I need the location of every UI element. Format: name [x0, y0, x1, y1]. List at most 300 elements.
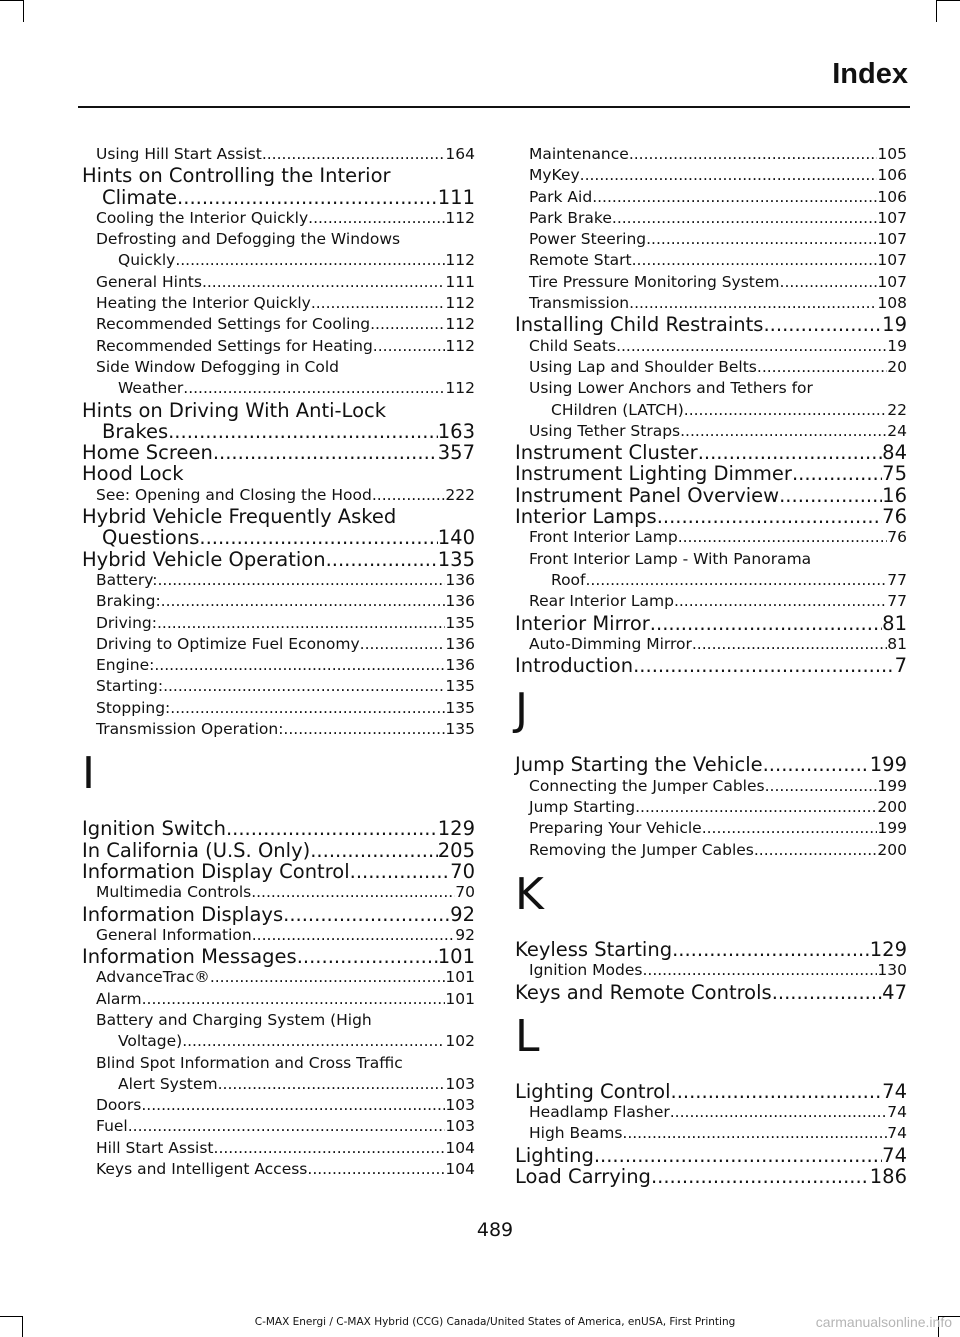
index-page-ref: 112: [445, 315, 475, 334]
index-subentry: [529, 549, 907, 570]
header-rule: [78, 106, 910, 108]
dot-leader: [373, 336, 446, 357]
dot-leader: [633, 655, 894, 676]
index-page-ref: 101: [437, 945, 475, 969]
index-page-ref: 107: [877, 208, 907, 227]
index-subentry: [96, 1138, 475, 1159]
index-entry-text: Using Lower Anchors and Tethers for: [529, 379, 813, 398]
index-entry-text: Front Interior Lamp: [529, 528, 678, 547]
dot-leader: [157, 570, 445, 591]
dot-leader: [692, 634, 887, 655]
dot-leader: [629, 293, 877, 314]
index-entry-text: Transmission Operation:: [96, 720, 284, 739]
index-entry-text: Battery:: [96, 570, 158, 589]
dot-leader: [157, 613, 445, 634]
index-entry-text: Child Seats: [529, 336, 617, 355]
dot-leader: [763, 314, 882, 335]
dot-leader: [168, 421, 438, 442]
index-subentry: [529, 144, 907, 165]
index-entry-text: Keyless Starting: [515, 937, 673, 961]
dot-leader: [310, 840, 438, 861]
index-page-ref: 104: [445, 1138, 475, 1157]
index-entry-text: Voltage): [118, 1032, 183, 1051]
index-page-ref: 16: [882, 483, 907, 507]
footer-text: C-MAX Energi / C-MAX Hybrid (CCG) Canada/United States of America, enUSA, First Printing: [254, 1316, 736, 1328]
index-entry-text: Ignition Switch: [82, 817, 226, 841]
index-subentry: [96, 925, 475, 946]
index-page-ref: 81: [887, 634, 907, 653]
index-page-ref: 112: [445, 379, 475, 398]
index-page-ref: 108: [877, 294, 907, 313]
index-entry: [82, 463, 475, 484]
index-entry-text: Stopping:: [96, 698, 171, 717]
index-entry-text: Information Displays: [82, 902, 284, 926]
index-entry-text: Questions: [102, 526, 200, 550]
index-entry-text: Climate: [102, 185, 178, 209]
index-column-left: [82, 144, 475, 1180]
index-entry: [82, 421, 475, 442]
index-subentry: [96, 676, 475, 697]
index-subentry: [96, 1010, 475, 1031]
index-page-ref: 135: [445, 677, 475, 696]
dot-leader: [326, 549, 438, 570]
index-entry-text: Preparing Your Vehicle: [529, 819, 702, 838]
dot-leader: [657, 506, 882, 527]
dot-leader: [772, 982, 882, 1003]
index-entry-text: MyKey: [529, 166, 580, 185]
index-subentry: [96, 1053, 475, 1074]
index-page-ref: 112: [445, 208, 475, 227]
index-entry-text: Jump Starting: [529, 798, 636, 817]
dot-leader: [702, 818, 878, 839]
index-page-ref: 77: [887, 592, 907, 611]
dot-leader: [684, 400, 887, 421]
dot-leader: [594, 1145, 882, 1166]
index-subentry: [96, 314, 475, 335]
index-entry-text: General Information: [96, 925, 252, 944]
index-entry-text: Cooling the Interior Quickly: [96, 208, 309, 227]
dot-leader: [672, 939, 870, 960]
index-entry-text: Information Messages: [82, 945, 297, 969]
index-entry-text: Instrument Lighting Dimmer: [515, 462, 792, 486]
index-page-ref: 70: [455, 883, 475, 902]
index-page-ref: 70: [450, 859, 475, 883]
dot-leader: [311, 293, 446, 314]
index-entry-text: Connecting the Jumper Cables: [529, 776, 765, 795]
index-entry-text: Headlamp Flasher: [529, 1103, 670, 1122]
index-entry-text: Alert System: [118, 1074, 218, 1093]
page-number: 489: [476, 1219, 514, 1241]
dot-leader: [650, 613, 882, 634]
dot-leader: [780, 272, 878, 293]
index-entry-text: Ignition Modes: [529, 961, 643, 980]
dot-leader: [175, 250, 445, 271]
index-entry: [515, 939, 907, 960]
index-entry: [82, 165, 475, 186]
index-page-ref: 111: [445, 272, 475, 291]
index-entry-text: Quickly: [118, 251, 176, 270]
dot-leader: [142, 989, 446, 1010]
index-subentry: [96, 655, 475, 676]
index-page-ref: 92: [455, 925, 475, 944]
dot-leader: [283, 719, 445, 740]
index-page-ref: 107: [877, 272, 907, 291]
index-page-ref: 135: [445, 698, 475, 717]
index-entry-text: Driving:: [96, 613, 157, 632]
index-subentry: [96, 1031, 475, 1052]
index-letter-heading: I: [82, 748, 95, 800]
index-page-ref: 103: [445, 1074, 475, 1093]
index-entry: [82, 442, 475, 463]
index-subentry: [529, 634, 907, 655]
dot-leader: [763, 754, 870, 775]
index-entry-text: Load Carrying: [515, 1164, 651, 1188]
index-page-ref: 357: [437, 441, 475, 465]
index-entry-text: Doors: [96, 1096, 142, 1115]
index-subentry: [96, 293, 475, 314]
index-subentry: [96, 719, 475, 740]
index-page-ref: 106: [877, 166, 907, 185]
index-subentry: [96, 272, 475, 293]
index-entry-text: Recommended Settings for Cooling: [96, 315, 371, 334]
index-entry: [515, 655, 907, 676]
index-subentry: [529, 1102, 907, 1123]
dot-leader: [202, 272, 445, 293]
index-entry-text: Defrosting and Defogging the Windows: [96, 230, 401, 249]
index-page-ref: 200: [877, 798, 907, 817]
index-entry-text: Using Tether Straps: [529, 421, 681, 440]
index-page-ref: 107: [877, 251, 907, 270]
index-entry-text: Home Screen: [82, 441, 213, 465]
index-page-ref: 222: [445, 485, 475, 504]
index-subentry: [529, 378, 907, 399]
dot-leader: [779, 485, 882, 506]
dot-leader: [651, 1166, 870, 1187]
dot-leader: [678, 527, 888, 548]
index-page-ref: 129: [437, 817, 475, 841]
index-entry-text: Removing the Jumper Cables: [529, 840, 754, 859]
index-page-ref: 81: [882, 611, 907, 635]
dot-leader: [622, 1123, 887, 1144]
index-page-ref: 112: [445, 251, 475, 270]
dot-leader: [170, 698, 445, 719]
index-page-ref: 107: [877, 230, 907, 249]
dot-leader: [754, 840, 878, 861]
index-page-ref: 74: [882, 1143, 907, 1167]
index-subentry: [96, 989, 475, 1010]
index-page-ref: 186: [869, 1164, 907, 1188]
index-entry-text: Fuel: [96, 1117, 128, 1136]
index-entry-text: Keys and Intelligent Access: [96, 1160, 308, 1179]
dot-leader: [792, 463, 882, 484]
index-subentry: [96, 698, 475, 719]
page-title: Index: [832, 58, 908, 90]
dot-leader: [674, 591, 887, 612]
index-page-ref: 22: [887, 400, 907, 419]
dot-leader: [629, 144, 878, 165]
index-subentry: [96, 1159, 475, 1180]
dot-leader: [210, 967, 446, 988]
index-page-ref: 135: [445, 613, 475, 632]
crop-mark-top-right: [936, 0, 960, 1]
index-page-ref: 101: [445, 989, 475, 1008]
index-entry-text: Jump Starting the Vehicle: [515, 753, 763, 777]
index-entry-text: Starting:: [96, 677, 164, 696]
index-page-ref: 74: [882, 1079, 907, 1103]
index-entry: [82, 840, 475, 861]
index-subentry: [529, 208, 907, 229]
index-page-ref: 20: [887, 357, 907, 376]
dot-leader: [616, 336, 887, 357]
index-subentry: [529, 776, 907, 797]
index-page-ref: 76: [882, 505, 907, 529]
dot-leader: [350, 861, 451, 882]
index-entry: [82, 527, 475, 548]
dot-leader: [163, 676, 445, 697]
index-subentry: [529, 336, 907, 357]
dot-leader: [252, 925, 456, 946]
index-subentry: [96, 250, 475, 271]
index-page-ref: 130: [877, 961, 907, 980]
index-subentry: [529, 591, 907, 612]
index-letter-heading: L: [515, 1010, 540, 1062]
dot-leader: [698, 442, 882, 463]
index-entry-text: Side Window Defogging in Cold: [96, 357, 339, 376]
dot-leader: [680, 421, 887, 442]
index-subentry: [96, 1074, 475, 1095]
index-page-ref: 84: [882, 441, 907, 465]
dot-leader: [183, 378, 445, 399]
index-page-ref: 19: [887, 336, 907, 355]
index-page-ref: 140: [437, 526, 475, 550]
dot-leader: [646, 229, 877, 250]
index-subentry: [96, 882, 475, 903]
dot-leader: [251, 882, 455, 903]
dot-leader: [182, 1031, 445, 1052]
dot-leader: [642, 960, 877, 981]
index-entry: [82, 818, 475, 839]
dot-leader: [580, 165, 878, 186]
index-page-ref: 74: [887, 1103, 907, 1122]
index-entry-text: Auto-Dimming Mirror: [529, 634, 692, 653]
index-entry: [515, 1081, 907, 1102]
index-page-ref: 205: [437, 838, 475, 862]
index-entry-text: Park Aid: [529, 187, 593, 206]
index-page-ref: 103: [445, 1117, 475, 1136]
index-entry-text: Battery and Charging System (High: [96, 1010, 372, 1029]
index-page-ref: 76: [887, 528, 907, 547]
index-subentry: [96, 144, 475, 165]
index-subentry: [96, 634, 475, 655]
index-entry-text: See: Opening and Closing the Hood: [96, 485, 372, 504]
index-subentry: [529, 357, 907, 378]
index-entry-text: Instrument Panel Overview: [515, 483, 780, 507]
index-page-ref: 105: [877, 145, 907, 163]
index-page-ref: 111: [437, 185, 475, 209]
index-subentry: [529, 250, 907, 271]
index-page-ref: 199: [877, 819, 907, 838]
dot-leader: [307, 1159, 445, 1180]
index-page-ref: 199: [877, 776, 907, 795]
index-entry: [515, 1145, 907, 1166]
index-page-ref: 75: [882, 462, 907, 486]
index-subentry: [96, 485, 475, 506]
index-subentry: [96, 357, 475, 378]
index-letter-heading: K: [515, 868, 544, 920]
index-entry-text: Installing Child Restraints: [515, 313, 764, 337]
index-subentry: [529, 165, 907, 186]
dot-leader: [226, 818, 438, 839]
index-subentry: [529, 960, 907, 981]
dot-leader: [612, 208, 878, 229]
index-entry-text: Interior Mirror: [515, 611, 650, 635]
index-page-ref: 199: [869, 753, 907, 777]
index-entry-text: Multimedia Controls: [96, 883, 252, 902]
index-subentry: [96, 967, 475, 988]
index-entry: [515, 982, 907, 1003]
index-entry: [82, 506, 475, 527]
index-page-ref: 101: [445, 968, 475, 987]
index-entry: [82, 187, 475, 208]
index-subentry: [529, 1123, 907, 1144]
index-page-ref: 102: [445, 1032, 475, 1051]
index-entry-text: Hybrid Vehicle Operation: [82, 547, 326, 571]
index-page-ref: 77: [887, 570, 907, 589]
index-entry-text: Keys and Remote Controls: [515, 980, 772, 1004]
index-entry-text: Heating the Interior Quickly: [96, 294, 311, 313]
index-entry-text: Blind Spot Information and Cross Traffic: [96, 1053, 403, 1072]
index-entry-text: Lighting Control: [515, 1079, 671, 1103]
index-entry-text: Front Interior Lamp - With Panorama: [529, 549, 812, 568]
index-letter-heading: J: [515, 684, 528, 736]
index-page-ref: 103: [445, 1096, 475, 1115]
dot-leader: [199, 527, 437, 548]
index-page-ref: 24: [887, 421, 907, 440]
index-entry-text: General Hints: [96, 272, 202, 291]
index-page-ref: 92: [450, 902, 475, 926]
index-entry: [515, 463, 907, 484]
crop-mark-top-left-v: [23, 0, 24, 22]
index-entry-text: Using Lap and Shoulder Belts: [529, 357, 757, 376]
index-page-ref: 104: [445, 1160, 475, 1179]
index-entry: [82, 861, 475, 882]
dot-leader: [671, 1081, 883, 1102]
index-page-ref: 112: [445, 336, 475, 355]
index-entry-text: Tire Pressure Monitoring System: [529, 272, 780, 291]
index-page-ref: 200: [877, 840, 907, 859]
index-entry-text: Transmission: [529, 294, 630, 313]
index-page-ref: 163: [437, 419, 475, 443]
dot-leader: [757, 357, 887, 378]
index-subentry: [529, 421, 907, 442]
index-entry-text: Alarm: [96, 989, 142, 1008]
dot-leader: [154, 655, 445, 676]
index-subentry: [529, 400, 907, 421]
dot-leader: [214, 1138, 446, 1159]
index-entry-text: Braking:: [96, 592, 161, 611]
index-entry-text: Introduction: [515, 654, 634, 678]
index-subentry: [529, 527, 907, 548]
index-entry-text: Maintenance: [529, 145, 629, 163]
index-entry-text: Hood Lock: [82, 462, 184, 486]
index-entry-text: Park Brake: [529, 208, 612, 227]
dot-leader: [141, 1095, 445, 1116]
index-entry-text: Information Display Control: [82, 859, 350, 883]
index-entry: [515, 485, 907, 506]
index-entry-text: Roof: [551, 570, 586, 589]
dot-leader: [308, 208, 445, 229]
index-entry: [515, 442, 907, 463]
index-page-ref: 135: [437, 547, 475, 571]
index-entry-text: Interior Lamps: [515, 505, 657, 529]
index-subentry: [96, 208, 475, 229]
index-entry-text: Recommended Settings for Heating: [96, 336, 373, 355]
index-entry-text: Lighting: [515, 1143, 594, 1167]
dot-leader: [765, 776, 878, 797]
dot-leader: [372, 485, 446, 506]
index-entry-text: CHildren (LATCH): [551, 400, 684, 419]
dot-leader: [632, 250, 878, 271]
index-entry: [82, 904, 475, 925]
index-page-ref: 106: [877, 187, 907, 206]
index-page-ref: 136: [445, 634, 475, 653]
index-page-ref: 136: [445, 656, 475, 675]
index-entry-text: Instrument Cluster: [515, 441, 698, 465]
index-subentry: [529, 797, 907, 818]
index-page-ref: 7: [894, 654, 907, 678]
index-page-ref: 47: [882, 980, 907, 1004]
index-subentry: [96, 591, 475, 612]
dot-leader: [262, 144, 446, 165]
watermark: carmanualsonline.info: [815, 1314, 952, 1330]
dot-leader: [670, 1102, 888, 1123]
index-column-right: [515, 144, 907, 1187]
index-entry: [515, 314, 907, 335]
index-entry-text: In California (U.S. Only): [82, 838, 311, 862]
index-entry-text: High Beams: [529, 1124, 623, 1143]
dot-leader: [586, 570, 888, 591]
index-subentry: [96, 378, 475, 399]
index-entry-text: Power Steering: [529, 230, 647, 249]
dot-leader: [218, 1074, 446, 1095]
index-subentry: [529, 570, 907, 591]
index-page-ref: 19: [882, 313, 907, 337]
dot-leader: [161, 591, 446, 612]
index-subentry: [529, 840, 907, 861]
dot-leader: [635, 797, 877, 818]
index-entry: [515, 754, 907, 775]
index-subentry: [529, 229, 907, 250]
index-page-ref: 74: [887, 1124, 907, 1143]
index-subentry: [96, 613, 475, 634]
dot-leader: [360, 634, 446, 655]
dot-leader: [283, 904, 450, 925]
index-entry-text: AdvanceTrac®: [96, 968, 210, 987]
dot-leader: [592, 187, 877, 208]
index-subentry: [529, 293, 907, 314]
index-page-ref: 129: [869, 937, 907, 961]
index-subentry: [96, 336, 475, 357]
index-page-ref: 136: [445, 592, 475, 611]
crop-mark-top-left: [0, 0, 24, 1]
dot-leader: [297, 946, 438, 967]
index-entry-text: Hints on Driving With Anti-Lock: [82, 398, 387, 422]
index-entry: [515, 506, 907, 527]
index-subentry: [96, 229, 475, 250]
index-page-ref: 112: [445, 294, 475, 313]
dot-leader: [370, 314, 445, 335]
index-entry-text: Rear Interior Lamp: [529, 592, 674, 611]
